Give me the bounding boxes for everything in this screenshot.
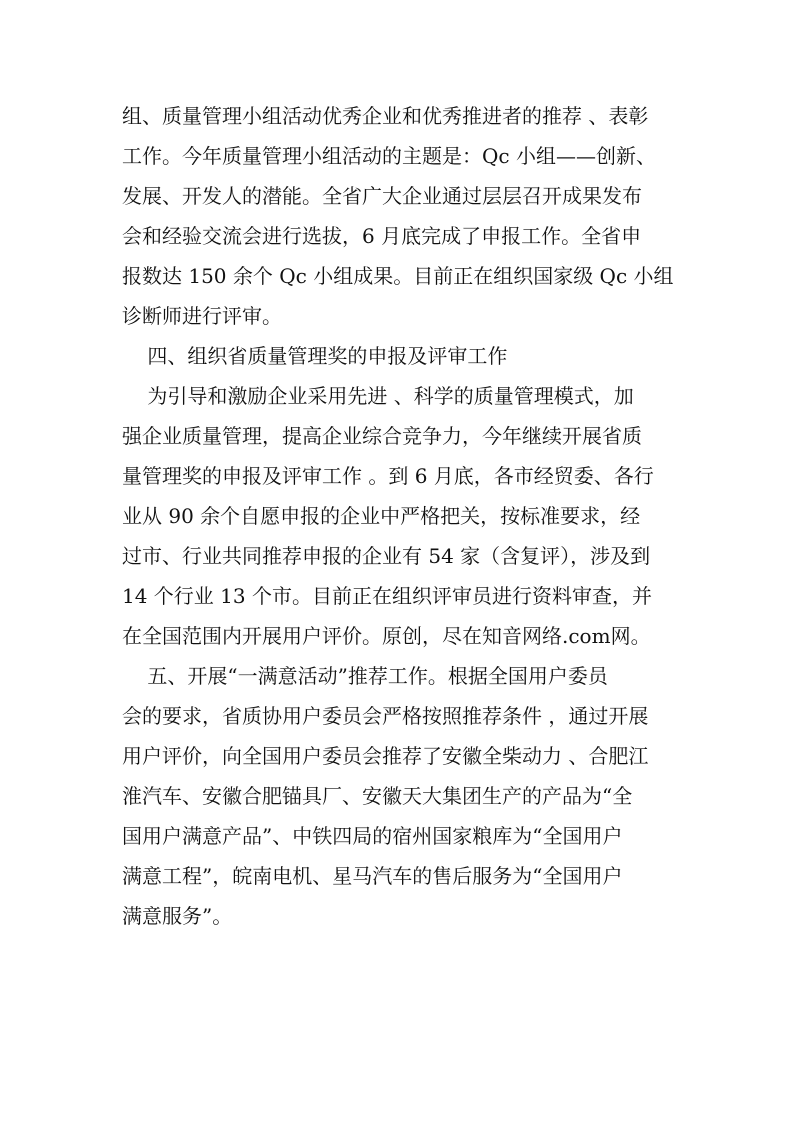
text-line: 14 个行业 13 个市。目前正在组织评审员进行资料审查，并 — [122, 584, 652, 608]
text-line: 过市、行业共同推荐申报的企业有 54 家（含复评），涉及到 — [122, 544, 651, 568]
text-line: 为引导和激励企业采用先进 、科学的质量管理模式，加 — [122, 384, 634, 408]
text-line: 诊断师进行评审。 — [122, 304, 282, 328]
text-line: 会和经验交流会进行选拔，6 月底完成了申报工作。全省申 — [122, 224, 642, 248]
text-line: 用户评价，向全国用户委员会推荐了安徽全柴动力 、合肥江 — [122, 744, 649, 768]
section-heading-4: 四、组织省质量管理奖的申报及评审工作 — [122, 344, 508, 368]
text-line: 业从 90 余个自愿申报的企业中严格把关，按标准要求，经 — [122, 504, 641, 528]
body-text — [122, 96, 682, 936]
text-line: 会的要求，省质协用户委员会严格按照推荐条件 ，通过开展 — [122, 704, 649, 728]
text-line: 工作。今年质量管理小组活动的主题是：Qc 小组——创新、 — [122, 144, 656, 168]
text-line: 组、质量管理小组活动优秀企业和优秀推进者的推荐 、表彰 — [122, 104, 649, 128]
text-line: 满意服务”。 — [122, 904, 233, 928]
text-line: 强企业质量管理，提高企业综合竞争力，今年继续开展省质 — [122, 424, 642, 448]
text-line: 量管理奖的申报及评审工作 。到 6 月底，各市经贸委、各行 — [122, 464, 654, 488]
text-line: 国用户满意产品”、中铁四局的宿州国家粮库为“全国用户 — [122, 824, 623, 848]
section-heading-5: 五、开展“一满意活动”推荐工作。根据全国用户委员 — [122, 664, 608, 688]
text-line: 报数达 150 余个 Qc 小组成果。目前正在组织国家级 Qc 小组 — [122, 264, 674, 288]
text-line: 发展、开发人的潜能。全省广大企业通过层层召开成果发布 — [122, 184, 642, 208]
text-line: 在全国范围内开展用户评价。原创，尽在知音网络.com网。 — [122, 624, 651, 648]
text-line: 淮汽车、安徽合肥锚具厂、安徽天大集团生产的产品为“全 — [122, 784, 633, 808]
text-line: 满意工程”，皖南电机、星马汽车的售后服务为“全国用户 — [122, 864, 623, 888]
